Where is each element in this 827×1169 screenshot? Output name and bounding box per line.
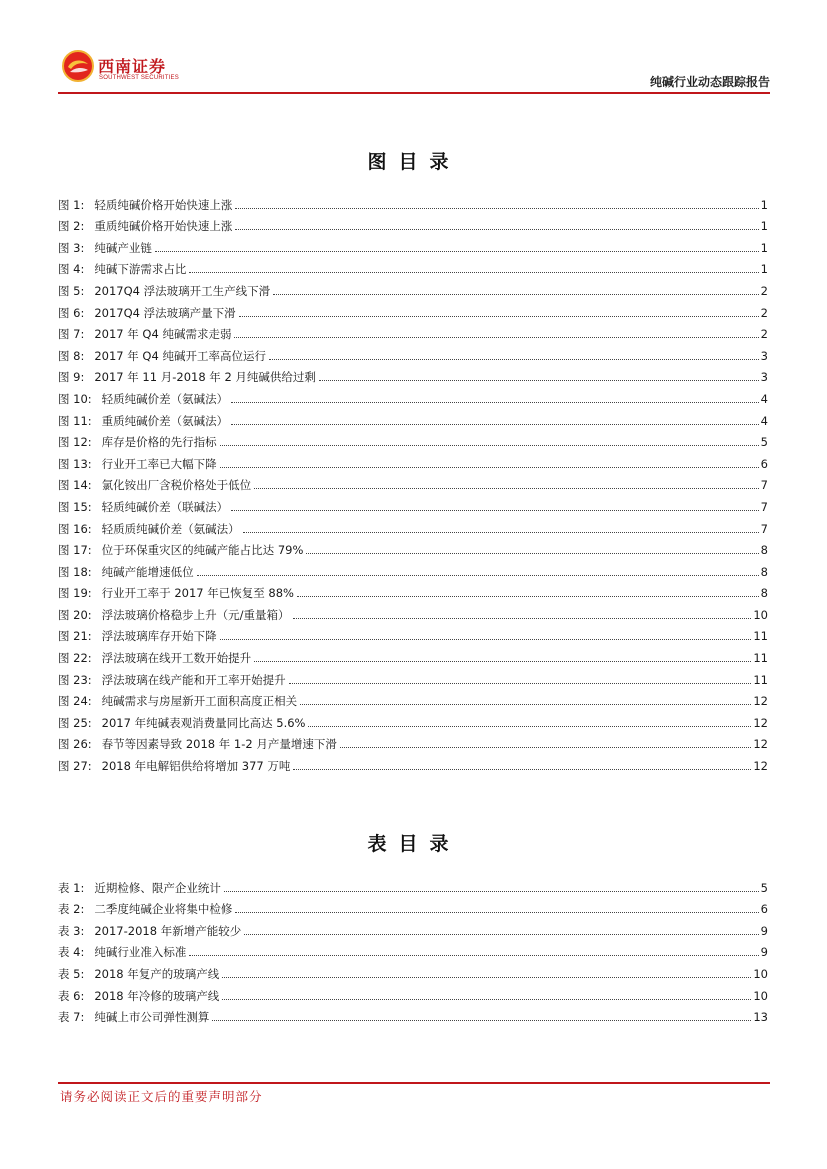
toc-entry-title: 库存是价格的先行指标 — [101, 435, 217, 450]
toc-entry-title: 行业开工率已大幅下降 — [101, 456, 217, 471]
toc-entry-page-number: 11 — [753, 651, 768, 666]
toc-entry[interactable] — [58, 363, 768, 385]
toc-entry[interactable] — [58, 687, 768, 709]
toc-entry[interactable] — [58, 665, 768, 687]
figure-list-heading: 图目录 — [367, 151, 461, 173]
toc-dot-leader — [243, 532, 759, 533]
toc-entry-title: 氯化铵出厂含税价格处于低位 — [101, 478, 252, 493]
toc-entry-page-number: 7 — [760, 478, 768, 493]
toc-entry-title: 2017 年 11 月-2018 年 2 月纯碱供给过剩 — [94, 370, 316, 385]
toc-entry-title: 浮法玻璃在线产能和开工率开始提升 — [101, 672, 286, 687]
toc-entry-title: 2018 年复产的玻璃产线 — [94, 966, 220, 981]
toc-entry-page-number: 6 — [760, 902, 768, 917]
toc-entry[interactable] — [58, 981, 768, 1003]
toc-dot-leader — [189, 272, 758, 273]
toc-dot-leader — [235, 229, 758, 230]
toc-dot-leader — [212, 1020, 751, 1021]
toc-entry[interactable] — [58, 428, 768, 450]
toc-entry-title: 纯碱产能增速低位 — [101, 564, 194, 579]
toc-entry-title: 近期检修、限产企业统计 — [94, 880, 221, 895]
toc-entry-page-number: 12 — [753, 694, 768, 709]
toc-entry[interactable] — [58, 579, 768, 601]
toc-entry-label: 表 4: — [58, 945, 85, 960]
toc-dot-leader — [189, 955, 758, 956]
toc-entry-title: 位于环保重灾区的纯碱产能占比达 79% — [101, 543, 304, 558]
toc-entry-page-number: 2 — [760, 283, 768, 298]
toc-dot-leader — [222, 977, 751, 978]
toc-entry[interactable] — [58, 449, 768, 471]
toc-dot-leader — [254, 488, 759, 489]
toc-entry[interactable] — [58, 320, 768, 342]
toc-entry-label: 图 14: — [58, 478, 92, 493]
toc-entry-title: 浮法玻璃价格稳步上升（元/重量箱） — [101, 607, 290, 622]
toc-entry-label: 表 2: — [58, 902, 85, 917]
toc-entry-page-number: 11 — [753, 629, 768, 644]
toc-entry-title: 纯碱产业链 — [94, 240, 152, 255]
toc-entry[interactable] — [58, 536, 768, 558]
toc-entry-title: 纯碱下游需求占比 — [94, 262, 187, 277]
toc-entry-label: 图 13: — [58, 456, 92, 471]
toc-entry[interactable] — [58, 298, 768, 320]
toc-entry-title: 浮法玻璃库存开始下降 — [101, 629, 217, 644]
toc-entry-label: 表 5: — [58, 966, 85, 981]
toc-entry-title: 重质纯碱价格开始快速上涨 — [94, 219, 233, 234]
toc-entry-page-number: 7 — [760, 499, 768, 514]
toc-entry-label: 图 22: — [58, 651, 92, 666]
toc-entry-label: 图 17: — [58, 543, 92, 558]
toc-entry[interactable] — [58, 406, 768, 428]
disclaimer-note: 请务必阅读正文后的重要声明部分 — [60, 1089, 263, 1104]
toc-dot-leader — [220, 639, 752, 640]
toc-entry-title: 二季度纯碱企业将集中检修 — [94, 902, 233, 917]
toc-entry[interactable] — [58, 471, 768, 493]
toc-entry-title: 纯碱上市公司弹性测算 — [94, 1010, 210, 1025]
toc-entry[interactable] — [58, 557, 768, 579]
toc-entry-label: 图 15: — [58, 499, 92, 514]
toc-entry-label: 表 6: — [58, 988, 85, 1003]
toc-dot-leader — [297, 596, 759, 597]
toc-entry-label: 图 3: — [58, 240, 85, 255]
toc-entry-page-number: 13 — [753, 1010, 768, 1025]
toc-dot-leader — [244, 934, 758, 935]
toc-entry-label: 图 11: — [58, 413, 92, 428]
toc-entry-title: 2017Q4 浮法玻璃开工生产线下滑 — [94, 283, 271, 298]
toc-entry[interactable] — [58, 708, 768, 730]
brand-name: 西南证券 — [98, 57, 167, 76]
toc-entry-label: 图 18: — [58, 564, 92, 579]
toc-dot-leader — [220, 467, 759, 468]
toc-entry-page-number: 4 — [760, 413, 768, 428]
toc-entry-page-number: 8 — [760, 564, 768, 579]
toc-dot-leader — [235, 208, 758, 209]
table-list — [58, 873, 768, 1024]
toc-entry-label: 图 6: — [58, 305, 85, 320]
toc-dot-leader — [319, 380, 759, 381]
toc-dot-leader — [239, 316, 759, 317]
toc-entry-page-number: 9 — [760, 923, 768, 938]
toc-entry-page-number: 10 — [753, 607, 768, 622]
toc-dot-leader — [220, 445, 759, 446]
toc-dot-leader — [155, 251, 759, 252]
table-list-heading: 表目录 — [367, 833, 461, 855]
toc-dot-leader — [293, 769, 751, 770]
toc-entry-title: 纯碱行业准入标准 — [94, 945, 187, 960]
toc-entry-page-number: 1 — [760, 262, 768, 277]
toc-entry-page-number: 6 — [760, 456, 768, 471]
toc-entry-title: 浮法玻璃在线开工数开始提升 — [101, 651, 252, 666]
header-divider — [58, 92, 770, 94]
toc-entry[interactable] — [58, 600, 768, 622]
toc-entry-label: 表 7: — [58, 1010, 85, 1025]
toc-entry-label: 图 27: — [58, 759, 92, 774]
toc-dot-leader — [306, 553, 758, 554]
toc-dot-leader — [231, 402, 759, 403]
toc-entry-title: 2017Q4 浮法玻璃产量下滑 — [94, 305, 236, 320]
toc-dot-leader — [273, 294, 759, 295]
toc-entry-label: 图 19: — [58, 586, 92, 601]
toc-entry[interactable] — [58, 514, 768, 536]
toc-dot-leader — [293, 618, 752, 619]
toc-entry[interactable] — [58, 190, 768, 212]
toc-entry-title: 春节等因素导致 2018 年 1-2 月产量增速下滑 — [101, 737, 337, 752]
toc-entry-label: 图 7: — [58, 327, 85, 342]
toc-entry[interactable] — [58, 751, 768, 773]
toc-dot-leader — [235, 912, 758, 913]
toc-dot-leader — [224, 891, 759, 892]
toc-entry-page-number: 1 — [760, 219, 768, 234]
toc-entry-title: 2018 年冷修的玻璃产线 — [94, 988, 220, 1003]
toc-entry-title: 轻质纯碱价差（氨碱法） — [101, 391, 229, 406]
toc-entry[interactable] — [58, 730, 768, 752]
toc-entry-label: 图 1: — [58, 197, 85, 212]
toc-entry-page-number: 5 — [760, 435, 768, 450]
toc-entry-label: 图 8: — [58, 348, 85, 363]
toc-entry-page-number: 12 — [753, 737, 768, 752]
toc-dot-leader — [231, 424, 759, 425]
toc-entry-page-number: 9 — [760, 945, 768, 960]
toc-entry-page-number: 3 — [760, 370, 768, 385]
toc-dot-leader — [197, 575, 759, 576]
toc-dot-leader — [289, 683, 752, 684]
toc-entry-title: 纯碱需求与房屋新开工面积高度正相关 — [101, 694, 298, 709]
toc-entry-label: 表 3: — [58, 923, 85, 938]
toc-dot-leader — [300, 704, 751, 705]
toc-entry-title: 2017 年纯碱表观消费量同比高达 5.6% — [101, 715, 306, 730]
toc-entry-label: 图 23: — [58, 672, 92, 687]
toc-entry-title: 2017 年 Q4 纯碱需求走弱 — [94, 327, 232, 342]
toc-entry[interactable] — [58, 895, 768, 917]
toc-entry-label: 图 26: — [58, 737, 92, 752]
toc-entry[interactable] — [58, 916, 768, 938]
toc-entry-title: 2018 年电解铝供给将增加 377 万吨 — [101, 759, 291, 774]
toc-dot-leader — [231, 510, 759, 511]
toc-dot-leader — [222, 999, 751, 1000]
toc-entry-label: 图 9: — [58, 370, 85, 385]
toc-entry-title: 轻质纯碱价差（联碱法） — [101, 499, 229, 514]
toc-entry-label: 图 10: — [58, 391, 92, 406]
toc-entry[interactable] — [58, 938, 768, 960]
toc-entry[interactable] — [58, 233, 768, 255]
toc-entry-page-number: 4 — [760, 391, 768, 406]
toc-entry[interactable] — [58, 384, 768, 406]
toc-dot-leader — [234, 337, 758, 338]
toc-entry-page-number: 7 — [760, 521, 768, 536]
toc-entry-label: 图 2: — [58, 219, 85, 234]
toc-dot-leader — [340, 747, 752, 748]
southwest-securities-logo-icon — [62, 50, 94, 82]
toc-entry-page-number: 10 — [753, 966, 768, 981]
report-title: 纯碱行业动态跟踪报告 — [649, 75, 770, 89]
toc-entry[interactable] — [58, 873, 768, 895]
toc-entry[interactable] — [58, 959, 768, 981]
toc-dot-leader — [269, 359, 759, 360]
toc-entry-page-number: 1 — [760, 240, 768, 255]
toc-entry-label: 图 25: — [58, 715, 92, 730]
toc-entry-page-number: 12 — [753, 715, 768, 730]
toc-entry[interactable] — [58, 1003, 768, 1025]
toc-entry-page-number: 5 — [760, 880, 768, 895]
toc-entry[interactable] — [58, 622, 768, 644]
toc-entry-page-number: 8 — [760, 543, 768, 558]
figure-list — [58, 190, 768, 773]
toc-entry-label: 图 20: — [58, 607, 92, 622]
toc-entry-title: 行业开工率于 2017 年已恢复至 88% — [101, 586, 294, 601]
toc-entry-label: 图 4: — [58, 262, 85, 277]
toc-entry-title: 2017-2018 年新增产能较少 — [94, 923, 242, 938]
toc-entry-label: 图 5: — [58, 283, 85, 298]
toc-dot-leader — [254, 661, 751, 662]
toc-entry[interactable] — [58, 492, 768, 514]
toc-entry[interactable] — [58, 255, 768, 277]
toc-entry-title: 重质纯碱价差（氨碱法） — [101, 413, 229, 428]
toc-entry-title: 轻质纯碱价格开始快速上涨 — [94, 197, 233, 212]
footer-divider — [58, 1082, 770, 1084]
page-header — [58, 48, 770, 92]
toc-entry-page-number: 8 — [760, 586, 768, 601]
toc-entry-page-number: 3 — [760, 348, 768, 363]
toc-entry[interactable] — [58, 276, 768, 298]
toc-entry-page-number: 2 — [760, 327, 768, 342]
toc-entry-page-number: 2 — [760, 305, 768, 320]
toc-entry[interactable] — [58, 341, 768, 363]
toc-entry-page-number: 12 — [753, 759, 768, 774]
toc-entry-label: 图 12: — [58, 435, 92, 450]
toc-entry-title: 轻质质纯碱价差（氨碱法） — [101, 521, 240, 536]
toc-entry-label: 图 16: — [58, 521, 92, 536]
toc-entry[interactable] — [58, 643, 768, 665]
toc-entry-label: 图 21: — [58, 629, 92, 644]
toc-dot-leader — [308, 726, 751, 727]
toc-entry-page-number: 1 — [760, 197, 768, 212]
toc-entry[interactable] — [58, 212, 768, 234]
toc-entry-label: 图 24: — [58, 694, 92, 709]
toc-entry-page-number: 10 — [753, 988, 768, 1003]
brand-name-english: SOUTHWEST SECURITIES — [99, 75, 179, 81]
toc-entry-title: 2017 年 Q4 纯碱开工率高位运行 — [94, 348, 266, 363]
toc-entry-label: 表 1: — [58, 880, 85, 895]
toc-entry-page-number: 11 — [753, 672, 768, 687]
